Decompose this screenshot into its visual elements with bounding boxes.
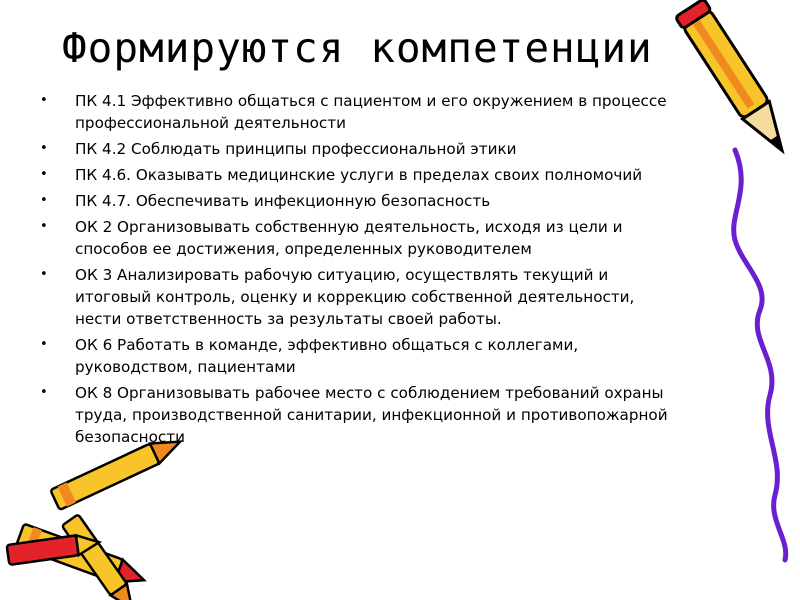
bullet-icon: •	[40, 141, 48, 156]
list-item	[38, 334, 678, 378]
list-item	[38, 190, 678, 212]
list-item	[38, 216, 678, 260]
competency-list	[38, 90, 678, 452]
slide-title: Формируются компетенции	[62, 24, 653, 72]
list-item-text: ОК 6 Работать в команде, эффективно общаться с коллегами, руководством, пациентами	[75, 336, 579, 376]
bullet-icon: •	[40, 385, 48, 400]
list-item-text: ПК 4.1 Эффективно общаться с пациентом и его окружением в процессе профессиональной деятельности	[75, 92, 667, 132]
list-item-text: ПК 4.7. Обеспечивать инфекционную безопасность	[75, 192, 491, 210]
bullet-icon: •	[40, 219, 48, 234]
squiggle-line	[734, 150, 786, 560]
list-item-text: ОК 8 Организовывать рабочее место с соблюдением требований охраны труда, производственной санитарии, инфекционной и противопожарной безопасности	[75, 384, 668, 446]
list-item	[38, 264, 678, 330]
list-item-text: ПК 4.2 Соблюдать принципы профессиональной этики	[75, 140, 517, 158]
list-item	[38, 138, 678, 160]
list-item	[38, 90, 678, 134]
list-item-text: ОК 3 Анализировать рабочую ситуацию, осуществлять текущий и итоговый контроль, оценку и коррекцию собственной деятельности, нести ответственность за результаты своей работы.	[75, 266, 635, 328]
bullet-icon: •	[40, 93, 48, 108]
pencil-icon	[675, 0, 796, 160]
list-item	[38, 164, 678, 186]
bullet-icon: •	[40, 167, 48, 182]
list-item	[38, 382, 678, 448]
bullet-icon: •	[40, 337, 48, 352]
bullet-icon: •	[40, 193, 48, 208]
list-item-text: ОК 2 Организовывать собственную деятельность, исходя из цели и способов ее достижения, определенных руководителем	[75, 218, 623, 258]
bullet-icon: •	[40, 267, 48, 282]
crayons-icon	[7, 432, 185, 600]
list-item-text: ПК 4.6. Оказывать медицинские услуги в пределах своих полномочий	[75, 166, 643, 184]
